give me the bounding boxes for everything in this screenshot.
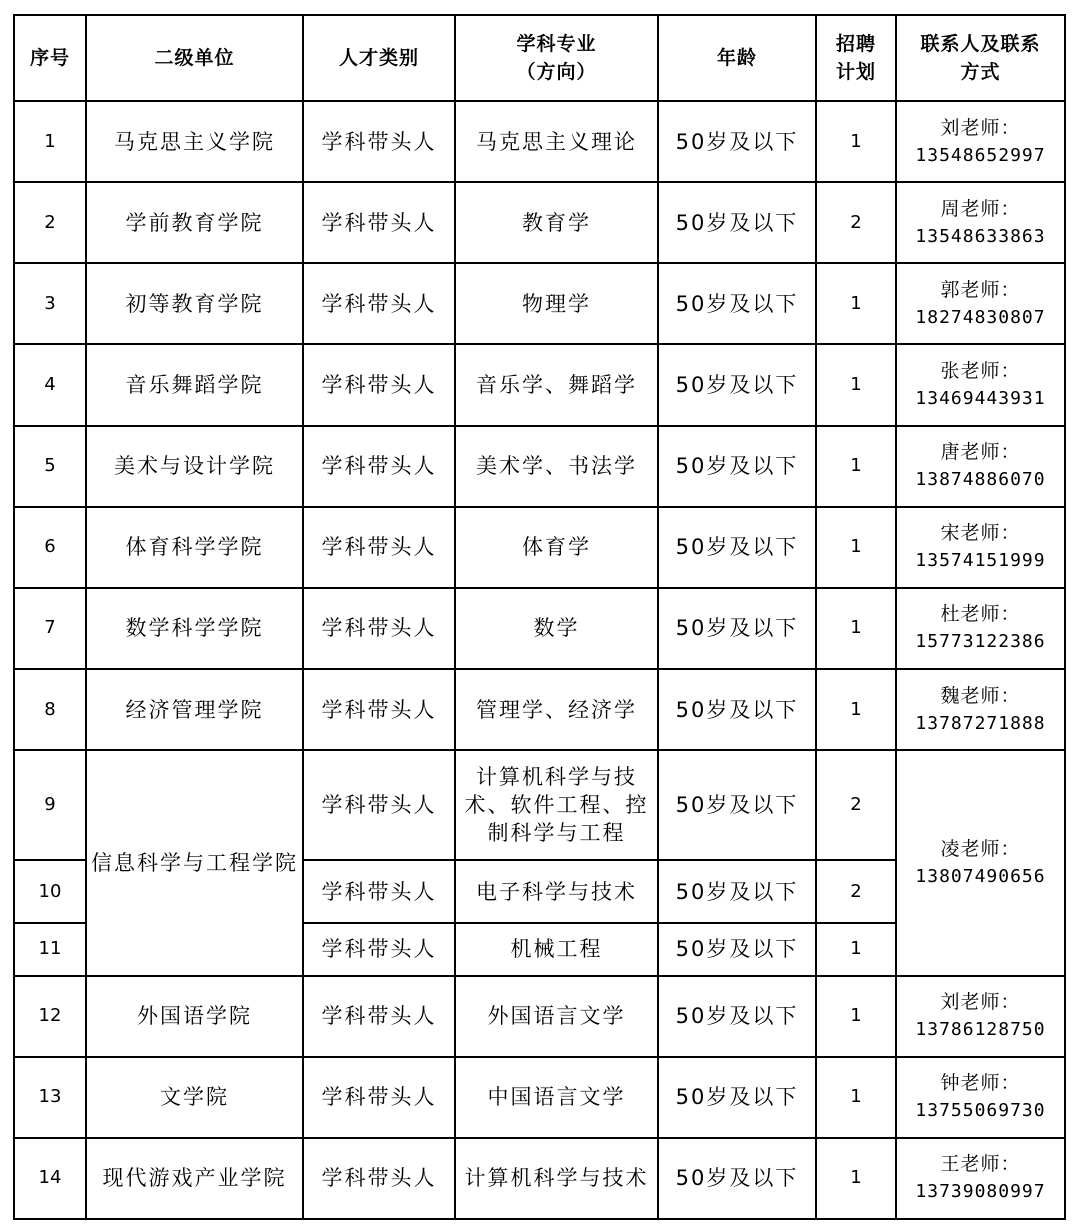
- table-row: [14, 1057, 1065, 1138]
- contact-phone: 13807490656: [915, 865, 1046, 887]
- recruitment-table: [13, 14, 1066, 1220]
- cell-major: 教育学: [455, 182, 658, 263]
- cell-age: 50岁及以下: [658, 263, 816, 344]
- cell-plan: 1: [816, 1138, 896, 1219]
- cell-unit: 美术与设计学院: [86, 426, 303, 507]
- contact-name: 杜老师：: [940, 603, 1021, 626]
- cell-no: 3: [14, 263, 86, 344]
- contact-name: 魏老师：: [940, 684, 1021, 707]
- cell-no: 2: [14, 182, 86, 263]
- contact-phone: 13786128750: [915, 1019, 1046, 1041]
- cell-no: 4: [14, 344, 86, 425]
- contact-phone: 13548633863: [915, 225, 1046, 247]
- header-contact-line2: 方式: [960, 61, 1001, 83]
- cell-unit: 数学科学学院: [86, 588, 303, 669]
- cell-contact: [896, 976, 1065, 1057]
- cell-plan: 1: [816, 588, 896, 669]
- cell-category: 学科带头人: [303, 923, 455, 975]
- header-plan: [816, 15, 896, 101]
- cell-category: 学科带头人: [303, 182, 455, 263]
- contact-phone: 18274830807: [915, 306, 1046, 328]
- cell-unit: 现代游戏产业学院: [86, 1138, 303, 1219]
- cell-plan: 2: [816, 182, 896, 263]
- cell-major: 计算机科学与技术、软件工程、控制科学与工程: [455, 750, 658, 860]
- cell-major: 马克思主义理论: [455, 101, 658, 182]
- table-row: [14, 976, 1065, 1057]
- cell-major: 音乐学、舞蹈学: [455, 344, 658, 425]
- cell-contact: [896, 101, 1065, 182]
- contact-name: 张老师：: [940, 359, 1021, 382]
- contact-name: 刘老师：: [940, 116, 1021, 139]
- contact-phone: 13755069730: [915, 1100, 1046, 1122]
- cell-category: 学科带头人: [303, 1057, 455, 1138]
- header-category: 人才类别: [303, 15, 455, 101]
- cell-age: 50岁及以下: [658, 588, 816, 669]
- cell-contact: [896, 426, 1065, 507]
- cell-no: 13: [14, 1057, 86, 1138]
- cell-category: 学科带头人: [303, 507, 455, 588]
- table-row: [14, 1138, 1065, 1219]
- header-contact: [896, 15, 1065, 101]
- cell-unit: 外国语学院: [86, 976, 303, 1057]
- contact-phone: 13787271888: [915, 712, 1046, 734]
- cell-age: 50岁及以下: [658, 976, 816, 1057]
- table-row: [14, 263, 1065, 344]
- contact-name: 郭老师：: [940, 278, 1021, 301]
- cell-unit: 体育科学学院: [86, 507, 303, 588]
- contact-name: 王老师：: [940, 1153, 1021, 1176]
- contact-name: 宋老师：: [940, 522, 1021, 545]
- header-age: 年龄: [658, 15, 816, 101]
- cell-category: 学科带头人: [303, 101, 455, 182]
- cell-age: 50岁及以下: [658, 101, 816, 182]
- contact-name: 凌老师：: [940, 837, 1021, 860]
- cell-age: 50岁及以下: [658, 923, 816, 975]
- cell-age: 50岁及以下: [658, 669, 816, 750]
- cell-major: 管理学、经济学: [455, 669, 658, 750]
- contact-phone: 13739080997: [915, 1181, 1046, 1203]
- cell-plan: 1: [816, 976, 896, 1057]
- contact-name: 周老师：: [940, 197, 1021, 220]
- cell-major: 中国语言文学: [455, 1057, 658, 1138]
- cell-major: 电子科学与技术: [455, 860, 658, 923]
- cell-age: 50岁及以下: [658, 1138, 816, 1219]
- cell-no: 5: [14, 426, 86, 507]
- header-unit: 二级单位: [86, 15, 303, 101]
- cell-category: 学科带头人: [303, 669, 455, 750]
- cell-plan: 1: [816, 101, 896, 182]
- table-row: [14, 426, 1065, 507]
- cell-major: 美术学、书法学: [455, 426, 658, 507]
- cell-major: 外国语言文学: [455, 976, 658, 1057]
- cell-major: 机械工程: [455, 923, 658, 975]
- cell-contact: [896, 1057, 1065, 1138]
- cell-category: 学科带头人: [303, 344, 455, 425]
- header-major-line2: （方向）: [516, 61, 597, 83]
- cell-category: 学科带头人: [303, 426, 455, 507]
- header-row: [14, 15, 1065, 101]
- cell-unit: 初等教育学院: [86, 263, 303, 344]
- cell-plan: 1: [816, 344, 896, 425]
- table-row: [14, 182, 1065, 263]
- table-row: [14, 344, 1065, 425]
- contact-phone: 13574151999: [915, 550, 1046, 572]
- cell-category: 学科带头人: [303, 1138, 455, 1219]
- cell-unit: 经济管理学院: [86, 669, 303, 750]
- cell-unit: 音乐舞蹈学院: [86, 344, 303, 425]
- cell-plan: 1: [816, 263, 896, 344]
- cell-no: 12: [14, 976, 86, 1057]
- cell-age: 50岁及以下: [658, 426, 816, 507]
- header-no: 序号: [14, 15, 86, 101]
- cell-contact: [896, 669, 1065, 750]
- cell-major: 计算机科学与技术: [455, 1138, 658, 1219]
- cell-age: 50岁及以下: [658, 1057, 816, 1138]
- cell-no: 8: [14, 669, 86, 750]
- cell-major: 体育学: [455, 507, 658, 588]
- cell-no: 10: [14, 860, 86, 923]
- contact-name: 唐老师：: [940, 441, 1021, 464]
- cell-major: 物理学: [455, 263, 658, 344]
- cell-plan: 2: [816, 860, 896, 923]
- cell-no: 9: [14, 750, 86, 860]
- cell-no: 1: [14, 101, 86, 182]
- cell-unit: 文学院: [86, 1057, 303, 1138]
- table-row: [14, 669, 1065, 750]
- header-plan-line2: 计划: [835, 61, 876, 83]
- cell-no: 6: [14, 507, 86, 588]
- cell-contact: [896, 1138, 1065, 1219]
- cell-age: 50岁及以下: [658, 860, 816, 923]
- header-plan-line1: 招聘: [835, 33, 876, 55]
- contact-phone: 13548652997: [915, 144, 1046, 166]
- contact-phone: 13469443931: [915, 387, 1046, 409]
- cell-contact: [896, 507, 1065, 588]
- cell-plan: 2: [816, 750, 896, 860]
- contact-phone: 13874886070: [915, 469, 1046, 491]
- cell-no: 11: [14, 923, 86, 975]
- cell-plan: 1: [816, 1057, 896, 1138]
- header-major-line1: 学科专业: [516, 33, 597, 55]
- cell-category: 学科带头人: [303, 976, 455, 1057]
- table-row: [14, 507, 1065, 588]
- cell-category: 学科带头人: [303, 860, 455, 923]
- contact-name: 刘老师：: [940, 991, 1021, 1014]
- cell-contact: [896, 263, 1065, 344]
- cell-category: 学科带头人: [303, 750, 455, 860]
- cell-plan: 1: [816, 507, 896, 588]
- cell-category: 学科带头人: [303, 263, 455, 344]
- cell-age: 50岁及以下: [658, 507, 816, 588]
- header-major: [455, 15, 658, 101]
- cell-no: 14: [14, 1138, 86, 1219]
- cell-no: 7: [14, 588, 86, 669]
- table-row: [14, 101, 1065, 182]
- cell-contact: [896, 344, 1065, 425]
- cell-contact: [896, 750, 1065, 975]
- cell-age: 50岁及以下: [658, 750, 816, 860]
- cell-contact: [896, 182, 1065, 263]
- cell-contact: [896, 588, 1065, 669]
- cell-unit: 马克思主义学院: [86, 101, 303, 182]
- cell-plan: 1: [816, 426, 896, 507]
- cell-age: 50岁及以下: [658, 344, 816, 425]
- cell-plan: 1: [816, 923, 896, 975]
- cell-unit: 信息科学与工程学院: [86, 750, 303, 975]
- cell-major: 数学: [455, 588, 658, 669]
- cell-plan: 1: [816, 669, 896, 750]
- table-row: [14, 750, 1065, 860]
- header-contact-line1: 联系人及联系: [920, 33, 1041, 55]
- cell-age: 50岁及以下: [658, 182, 816, 263]
- cell-unit: 学前教育学院: [86, 182, 303, 263]
- table-row: [14, 588, 1065, 669]
- contact-phone: 15773122386: [915, 631, 1046, 653]
- cell-category: 学科带头人: [303, 588, 455, 669]
- contact-name: 钟老师：: [940, 1072, 1021, 1095]
